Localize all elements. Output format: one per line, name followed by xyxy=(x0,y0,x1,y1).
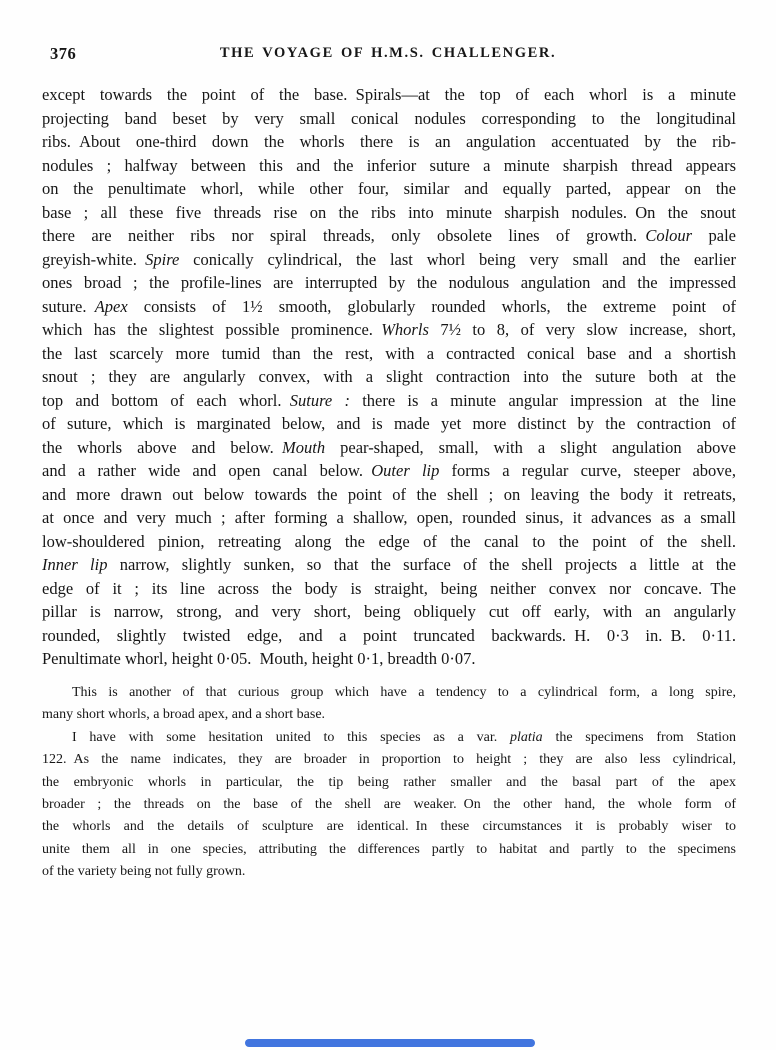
text-line: snout ; they are angularly convex, with a slight contraction into the suture both at the xyxy=(42,367,736,386)
text-line: the last scarcely more tumid than the rest, with a contracted conical base and a shortish xyxy=(42,343,736,363)
text-line: the whorls and the details of sculpture are identical. In these circumstances it is probably wiser to xyxy=(42,819,736,835)
text-line: nodules ; halfway between this and the inferior suture a minute sharpish thread appears xyxy=(42,155,736,175)
species-description-paragraph xyxy=(42,83,736,671)
main-text-block xyxy=(42,83,736,671)
text-line: low-shouldered pinion, retreating along the edge of the canal to the point of the shell. xyxy=(42,531,736,551)
bottom-blue-bar xyxy=(245,1039,535,1047)
text-line: which has the slightest possible prominence. Whorls 7½ to 8, of very slow increase, short, xyxy=(42,320,736,339)
text-line: and a rather wide and open canal below. Outer lip forms a regular curve, steeper above, xyxy=(42,461,736,480)
text-line: there are neither ribs nor spiral threads, only obsolete lines of growth. Colour pale xyxy=(42,226,737,245)
text-line: ribs. About one-third down the whorls there is an angulation accentuated by the rib- xyxy=(42,132,736,151)
text-line: I have with some hesitation united to this species as a var. platia the specimens from Station xyxy=(72,729,736,745)
text-line: of the variety being not fully grown. xyxy=(42,864,246,880)
text-line: at once and very much ; after forming a shallow, open, rounded sinus, it advances as a small xyxy=(42,508,736,527)
note-paragraph-2 xyxy=(42,727,736,884)
text-line: suture. Apex consists of 1½ smooth, globularly rounded whorls, the extreme point of xyxy=(42,296,736,316)
text-line: on the penultimate whorl, while other four, similar and equally parted, appear on the xyxy=(42,179,736,198)
text-line: the whorls above and below. Mouth pear-shaped, small, with a slight angulation above xyxy=(42,437,737,457)
text-line: the embryonic whorls in particular, the tip being rather smaller and the basal part of the apex xyxy=(42,774,736,790)
text-line: pillar is narrow, strong, and very short, being obliquely cut off early, with an angularly xyxy=(42,602,736,621)
text-line: unite them all in one species, attributing the differences partly to habitat and partly to the specimens xyxy=(42,841,736,857)
text-line: projecting band beset by very small conical nodules corresponding to the longitudinal xyxy=(42,108,736,128)
text-line: greyish-white. Spire conically cylindrical, the last whorl being very small and the earlier xyxy=(42,249,736,269)
text-line: Inner lip narrow, slightly sunken, so that the surface of the shell projects a little at the xyxy=(42,555,736,574)
text-line: many short whorls, a broad apex, and a short base. xyxy=(42,707,326,723)
text-line: ones broad ; the profile-lines are interrupted by the nodulous angulation and the impressed xyxy=(42,273,736,292)
page-header xyxy=(42,44,734,64)
text-line: top and bottom of each whorl. Suture : there is a minute angular impression at the line xyxy=(42,390,737,410)
text-line: rounded, slightly twisted edge, and a point truncated backwards. H. 0·3 in. B. 0·11. xyxy=(42,625,736,645)
text-line: base ; all these five threads rise on the ribs into minute sharpish nodules. On the snout xyxy=(42,202,736,222)
text-line: except towards the point of the base. Spirals—at the top of each whorl is a minute xyxy=(42,85,736,104)
text-line: edge of it ; its line across the body is straight, being neither convex nor concave. The xyxy=(42,578,736,598)
notes-block xyxy=(42,682,736,884)
text-line: This is another of that curious group which have a tendency to a cylindrical form, a long spire, xyxy=(72,685,736,700)
text-line: Penultimate whorl, height 0·05. Mouth, height 0·1, breadth 0·07. xyxy=(42,649,476,668)
running-title: THE VOYAGE OF H.M.S. CHALLENGER. xyxy=(219,45,557,61)
text-line: 122. As the name indicates, they are broader in proportion to height ; they are also less cylindrical, xyxy=(42,752,736,768)
note-paragraph-1 xyxy=(42,682,736,727)
text-line: and more drawn out below towards the point of the shell ; on leaving the body it retreats, xyxy=(42,484,736,504)
text-line: of suture, which is marginated below, and is made yet more distinct by the contraction of xyxy=(42,414,736,433)
text-line: broader ; the threads on the base of the shell are weaker. On the other hand, the whole form of xyxy=(42,797,736,813)
page-number: 376 xyxy=(50,44,77,63)
